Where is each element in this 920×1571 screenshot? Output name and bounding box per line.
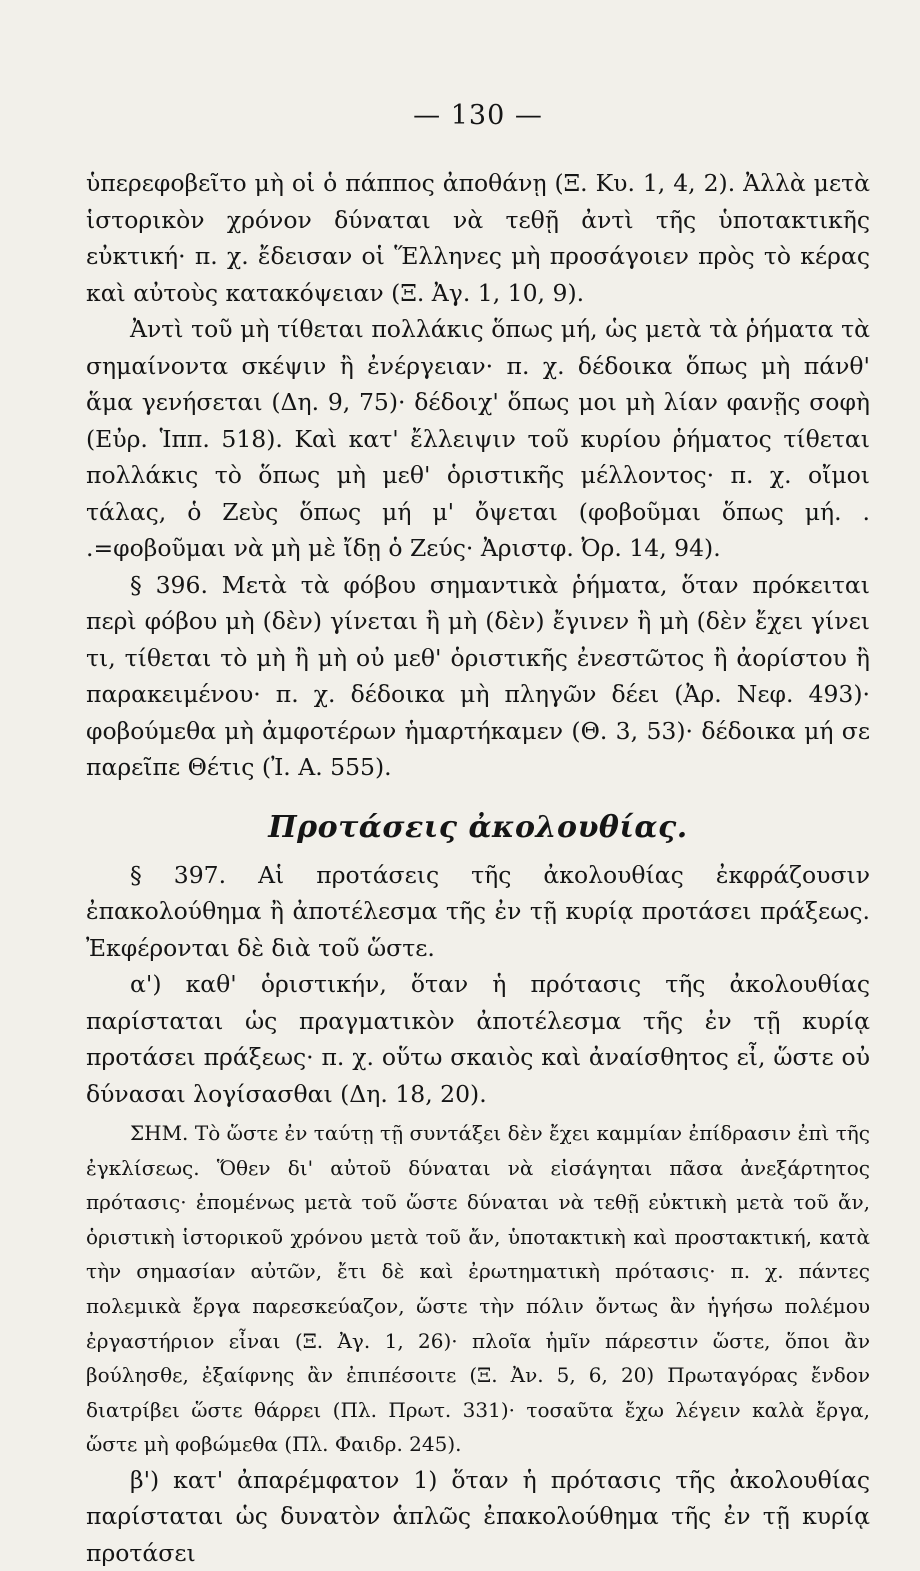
paragraph-fear-clause-end: ὑπερεφοβεῖτο μὴ οἱ ὁ πάππος ἀποθάνῃ (Ξ. Κυ. 1, 4, 2). Ἀλλὰ μετὰ ἱστορικὸν χρόνον δύναται νὰ τεθῇ ἀντὶ τῆς ὑποτακτικῆς εὐκτική· π. χ. ἔδεισαν οἱ Ἕλληνες μὴ προσάγοιεν πρὸς τὸ κέρας καὶ αὐτοὺς κατακόψειαν (Ξ. Ἀγ. 1, 10, 9). <box>86 169 870 307</box>
paragraph-section-396: § 396. Μετὰ τὰ φόβου σημαντικὰ ῥήματα, ὅταν πρόκειται περὶ φόβου μὴ (δὲν) γίνεται ἢ μὴ (δὲν) ἔγινεν ἢ μὴ (δὲν ἔχει γίνει τι, τίθεται τὸ μὴ ἢ μὴ οὐ μεθ' ὁριστικῆς ἐνεστῶτος ἢ ἀορίστου ἢ παρακειμένου· π. χ. δέδοικα μὴ πληγῶν δέει (Ἀρ. Νεφ. 493)· φοβούμεθα μὴ ἀμφοτέρων ἡμαρτήκαμεν (Θ. 3, 53)· δέδοικα μή σε παρεῖπε Θέτις (Ἰ. Α. 555). <box>86 570 870 781</box>
page-number: — 130 — <box>413 100 543 131</box>
section-heading: Προτάσεις ἀκολουθίας. <box>268 809 688 845</box>
note-block <box>86 1116 870 1462</box>
body-text-bottom <box>86 1462 870 1571</box>
paragraph-infinitive: β') κατ' ἀπαρέμφατον 1) ὅταν ἡ πρότασις τῆς ἀκολουθίας παρίσταται ὡς δυνατὸν ἁπλῶς ἐπακολούθημα τῆς ἐν τῇ κυρίᾳ προτάσει <box>86 1465 870 1567</box>
body-text-middle <box>86 857 870 1113</box>
paragraph-section-397: § 397. Αἱ προτάσεις τῆς ἀκολουθίας ἐκφράζουσιν ἐπακολούθημα ἢ ἀποτέλεσμα τῆς ἐν τῇ κυρίᾳ προτάσει πράξεως. Ἐκφέρονται δὲ διὰ τοῦ ὥστε. <box>86 860 870 962</box>
paragraph-opos-me: Ἀντὶ τοῦ μὴ τίθεται πολλάκις ὅπως μή, ὡς μετὰ τὰ ῥήματα τὰ σημαίνοντα σκέψιν ἢ ἐνέργειαν· π. χ. δέδοικα ὅπως μὴ πάνθ' ἅμα γενήσεται (Δη. 9, 75)· δέδοιχ' ὅπως μοι μὴ λίαν φανῇς σοφὴ (Εὐρ. Ἱππ. 518). Καὶ κατ' ἔλλειψιν τοῦ κυρίου ῥήματος τίθεται πολλάκις τὸ ὅπως μὴ μεθ' ὁριστικῆς μέλλοντος· π. χ. οἴμοι τάλας, ὁ Ζεὺς ὅπως μή μ' ὄψεται (φοβοῦμαι ὅπως μή. . .=φοβοῦμαι νὰ μὴ μὲ ἴδῃ ὁ Ζεύς· Ἀριστφ. Ὀρ. 14, 94). <box>86 315 870 562</box>
paragraph-indicative: α') καθ' ὁριστικήν, ὅταν ἡ πρότασις τῆς ἀκολουθίας παρίσταται ὡς πραγματικὸν ἀποτέλεσμα τῆς ἐν τῇ κυρίᾳ προτάσει πράξεως· π. χ. οὕτω σκαιὸς καὶ ἀναίσθητος εἶ, ὥστε οὐ δύνασαι λογίσασθαι (Δη. 18, 20). <box>86 970 870 1108</box>
note-paragraph: ΣΗΜ. Τὸ ὥστε ἐν ταύτῃ τῇ συντάξει δὲν ἔχει καμμίαν ἐπίδρασιν ἐπὶ τῆς ἐγκλίσεως. Ὅθεν δι' αὐτοῦ δύναται νὰ εἰσάγηται πᾶσα ἀνεξάρτητος πρότασις· ἐπομένως μετὰ τοῦ ὥστε δύναται νὰ τεθῇ εὐκτικὴ μετὰ τοῦ ἄν, ὁριστικὴ ἱστορικοῦ χρόνου μετὰ τοῦ ἄν, ὑποτακτικὴ καὶ προστακτική, κατὰ τὴν σημασίαν αὐτῶν, ἔτι δὲ καὶ ἐρωτηματικὴ πρότασις· π. χ. πάντες πολεμικὰ ἔργα παρεσκεύαζον, ὥστε τὴν πόλιν ὄντως ἂν ἡγήσω πολέμου ἐργαστήριον εἶναι (Ξ. Ἀγ. 1, 26)· πλοῖα ἡμῖν πάρεστιν ὥστε, ὅποι ἂν βούλησθε, ἐξαίφνης ἂν ἐπιπέσοιτε (Ξ. Ἀν. 5, 6, 20) Πρωταγόρας ἔνδον διατρίβει ὥστε θάρρει (Πλ. Πρωτ. 331)· τοσαῦτα ἔχω λέγειν καλὰ ἔργα, ὥστε μὴ φοβώμεθα (Πλ. Φαιδρ. 245). <box>86 1121 870 1457</box>
body-text-top <box>86 165 870 786</box>
